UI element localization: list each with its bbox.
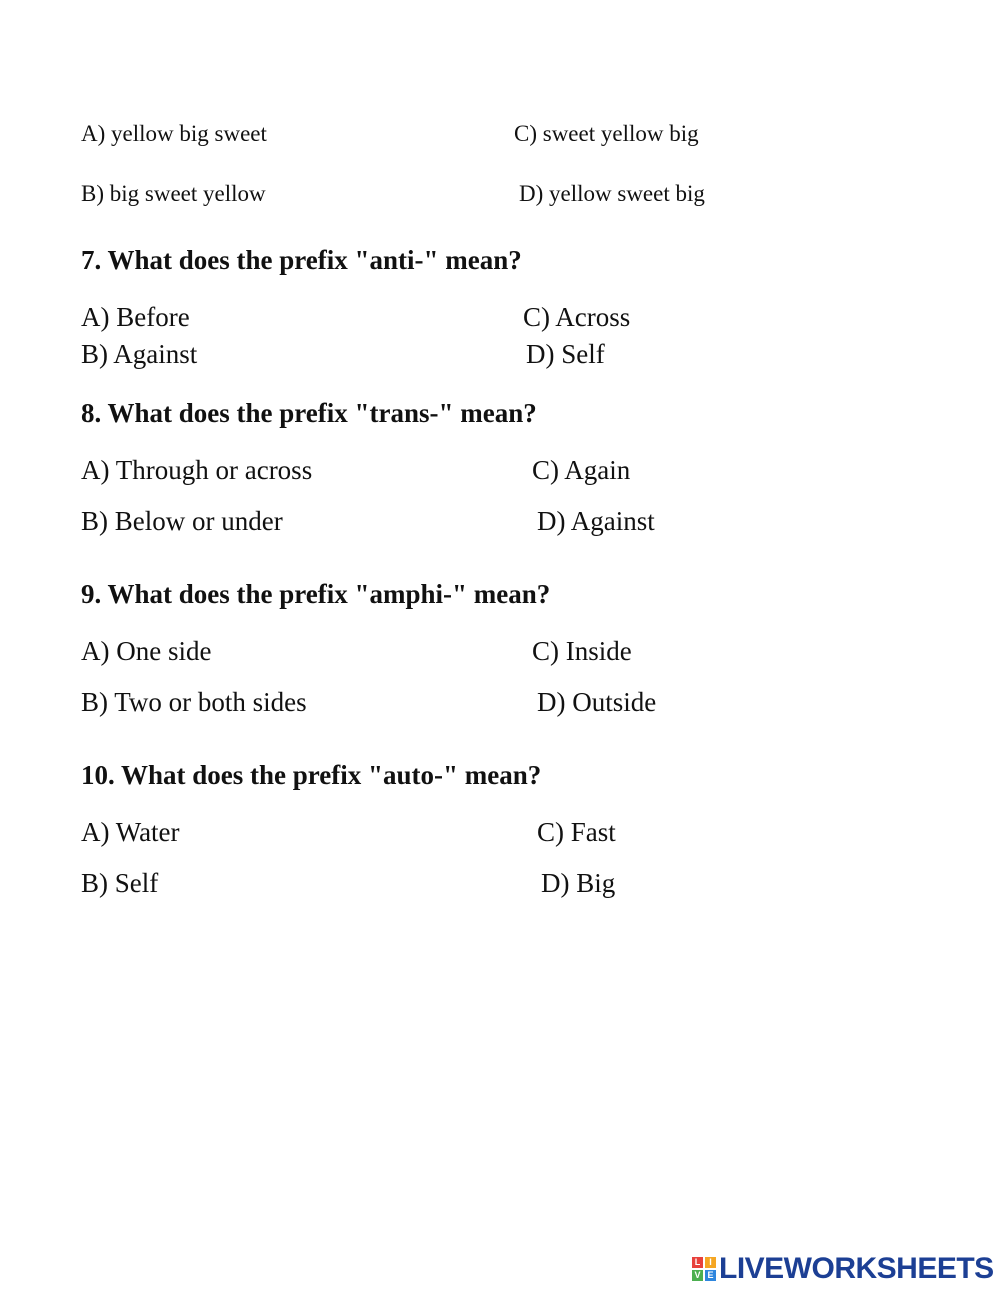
q9-option-b: B) Two or both sides	[81, 687, 307, 717]
q9-option-a: A) One side	[81, 636, 212, 666]
q10-option-d: D) Big	[541, 868, 616, 898]
liveworksheets-branding	[692, 1254, 994, 1284]
q6-option-c: C) sweet yellow big	[514, 121, 699, 146]
q8-option-d: D) Against	[537, 506, 655, 536]
question-9-text: 9. What does the prefix "amphi-" mean?	[81, 579, 551, 609]
q9-option-d: D) Outside	[537, 687, 657, 717]
liveworksheets-wordmark: LIVEWORKSHEETS	[719, 1252, 994, 1285]
logo-letter-v: V	[692, 1270, 703, 1281]
q10-option-a: A) Water	[81, 817, 180, 847]
logo-letter-e: E	[705, 1270, 716, 1281]
logo-letter-i: I	[705, 1257, 716, 1268]
q6-option-d: D) yellow sweet big	[519, 181, 705, 206]
q7-option-a: A) Before	[81, 302, 190, 332]
q8-option-a: A) Through or across	[81, 455, 313, 485]
liveworksheets-logo-icon	[692, 1257, 716, 1281]
q7-option-b: B) Against	[81, 339, 198, 369]
q7-option-c: C) Across	[523, 302, 631, 332]
q10-option-c: C) Fast	[537, 817, 616, 847]
question-8-text: 8. What does the prefix "trans-" mean?	[81, 398, 537, 428]
q8-option-b: B) Below or under	[81, 506, 283, 536]
question-7-text: 7. What does the prefix "anti-" mean?	[81, 245, 522, 275]
q6-option-a: A) yellow big sweet	[81, 121, 267, 146]
q7-option-d: D) Self	[526, 339, 605, 369]
q10-option-b: B) Self	[81, 868, 159, 898]
question-10-text: 10. What does the prefix "auto-" mean?	[81, 760, 542, 790]
logo-letter-l: L	[692, 1257, 703, 1268]
q9-option-c: C) Inside	[532, 636, 632, 666]
q6-option-b: B) big sweet yellow	[81, 181, 266, 206]
q8-option-c: C) Again	[532, 455, 631, 485]
